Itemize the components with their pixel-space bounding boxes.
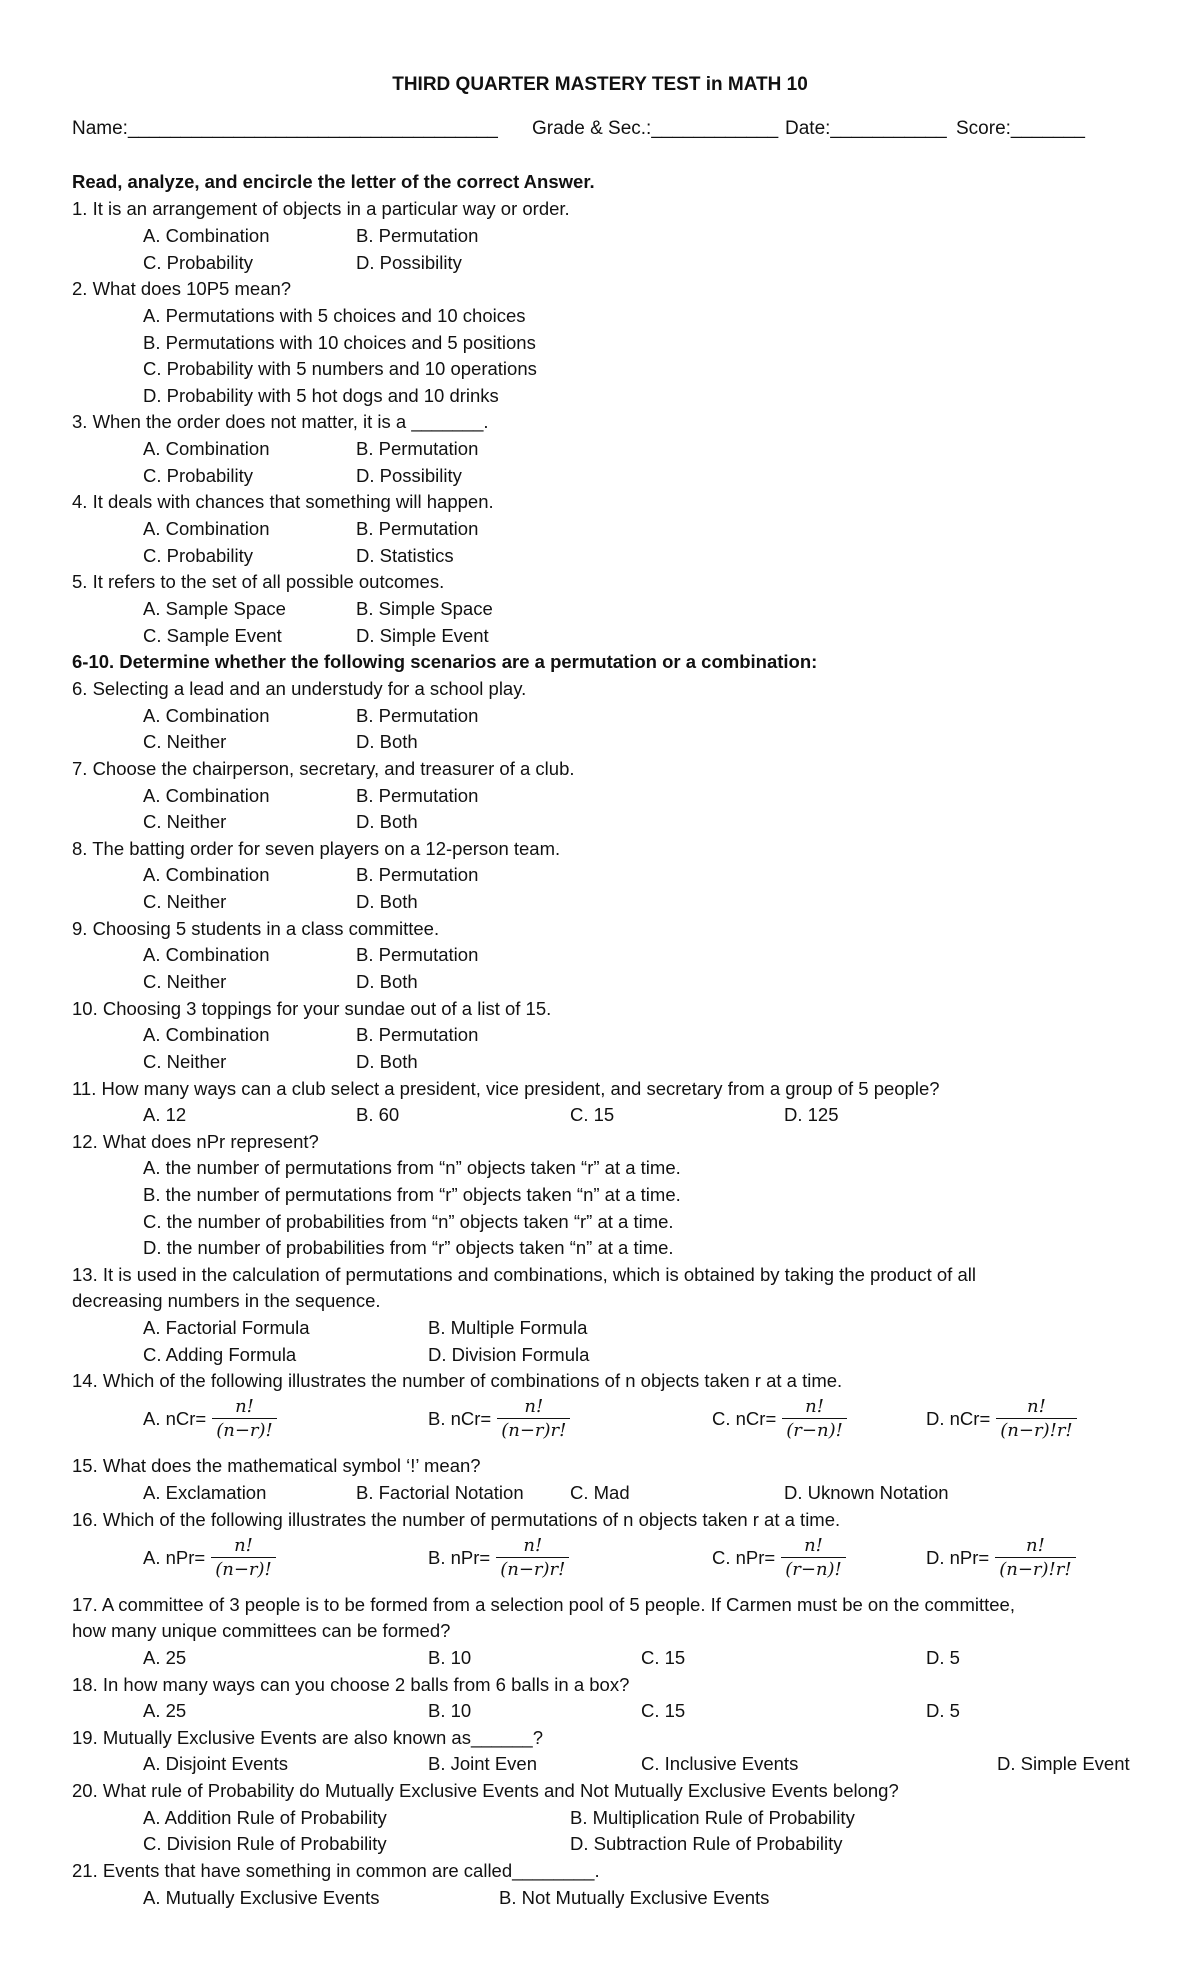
numerator: n! — [234, 1535, 253, 1556]
option-c[interactable]: C. Inclusive Events — [641, 1753, 799, 1774]
option-a[interactable]: A. Exclamation — [143, 1482, 267, 1503]
option-d[interactable]: D. Probability with 5 hot dogs and 10 drinks — [143, 385, 499, 406]
question-20: 20. What rule of Probability do Mutually Exclusive Events and Not Mutually Exclusive Events belong? — [72, 1780, 899, 1801]
numerator: n! — [1026, 1535, 1045, 1556]
option-a[interactable]: A. Combination — [143, 944, 270, 965]
option-b[interactable] — [428, 1535, 569, 1580]
option-b[interactable]: B. Multiplication Rule of Probability — [570, 1807, 855, 1828]
question-11: 11. How many ways can a club select a president, vice president, and secretary from a group of 5 people? — [72, 1078, 940, 1099]
question-17-cont: how many unique committees can be formed? — [72, 1620, 451, 1641]
option-d[interactable]: D. 125 — [784, 1104, 839, 1125]
question-6: 6. Selecting a lead and an understudy for a school play. — [72, 678, 527, 699]
fraction — [782, 1396, 847, 1441]
option-c[interactable]: C. Sample Event — [143, 625, 282, 646]
question-21: 21. Events that have something in common are called________. — [72, 1860, 600, 1881]
numerator: n! — [235, 1396, 254, 1417]
option-a[interactable] — [143, 1396, 277, 1441]
denominator: (n−r)!r! — [996, 1418, 1076, 1441]
question-3: 3. When the order does not matter, it is a _______. — [72, 411, 489, 432]
option-a[interactable]: A. 25 — [143, 1700, 187, 1721]
instructions: Read, analyze, and encircle the letter of the correct Answer. — [72, 171, 595, 192]
question-2: 2. What does 10P5 mean? — [72, 278, 292, 299]
score-field: Score:_______ — [956, 118, 1085, 139]
section-heading: 6-10. Determine whether the following scenarios are a permutation or a combination: — [72, 651, 818, 672]
option-d[interactable]: D. Uknown Notation — [784, 1482, 949, 1503]
option-d[interactable]: D. Possibility — [356, 252, 462, 273]
option-b[interactable]: B. 10 — [428, 1647, 472, 1668]
option-b[interactable]: B. Permutation — [356, 438, 479, 459]
option-d[interactable]: D. Both — [356, 731, 418, 752]
denominator: (r−n)! — [781, 1557, 846, 1580]
option-d[interactable]: D. Division Formula — [428, 1344, 590, 1365]
option-d[interactable]: D. Both — [356, 1051, 418, 1072]
option-c[interactable]: C. Neither — [143, 1051, 227, 1072]
option-c[interactable]: C. 15 — [570, 1104, 615, 1125]
option-a[interactable]: A. Permutations with 5 choices and 10 choices — [143, 305, 526, 326]
option-c[interactable] — [712, 1535, 846, 1580]
question-18: 18. In how many ways can you choose 2 balls from 6 balls in a box? — [72, 1674, 630, 1695]
denominator: (n−r)! — [212, 1418, 277, 1441]
question-7: 7. Choose the chairperson, secretary, and treasurer of a club. — [72, 758, 575, 779]
option-d[interactable]: D. Both — [356, 891, 418, 912]
question-15: 15. What does the mathematical symbol ‘!’ mean? — [72, 1455, 481, 1476]
denominator: (n−r)r! — [496, 1557, 569, 1580]
option-c[interactable]: C. Probability — [143, 545, 254, 566]
question-16: 16. Which of the following illustrates the number of permutations of n objects taken r at a time. — [72, 1509, 841, 1530]
option-b[interactable]: B. Permutation — [356, 518, 479, 539]
question-10: 10. Choosing 3 toppings for your sundae out of a list of 15. — [72, 998, 552, 1019]
option-b[interactable]: B. 60 — [356, 1104, 400, 1125]
option-b[interactable]: B. Joint Even — [428, 1753, 538, 1774]
option-a[interactable]: A. Combination — [143, 705, 270, 726]
name-field: Name:___________________________________ — [72, 118, 498, 139]
question-12: 12. What does nPr represent? — [72, 1131, 319, 1152]
question-4: 4. It deals with chances that something will happen. — [72, 491, 494, 512]
option-c[interactable]: C. Probability — [143, 252, 254, 273]
option-c[interactable]: C. 15 — [641, 1647, 686, 1668]
option-d[interactable]: D. Both — [356, 971, 418, 992]
option-b[interactable]: B. Multiple Formula — [428, 1317, 588, 1338]
option-d[interactable]: D. 5 — [926, 1647, 960, 1668]
option-d[interactable]: D. Simple Event — [356, 625, 489, 646]
grade-section-field: Grade & Sec.:____________ — [532, 118, 779, 139]
numerator: n! — [523, 1535, 543, 1556]
question-19: 19. Mutually Exclusive Events are also known as______? — [72, 1727, 543, 1748]
question-9: 9. Choosing 5 students in a class committee. — [72, 918, 440, 939]
denominator: (n−r)!r! — [995, 1557, 1075, 1580]
option-a[interactable]: A. Combination — [143, 864, 270, 885]
option-d[interactable]: D. the number of probabilities from “r” objects taken “n” at a time. — [143, 1237, 674, 1258]
page-title: THIRD QUARTER MASTERY TEST in MATH 10 — [392, 74, 808, 95]
denominator: (r−n)! — [782, 1418, 847, 1441]
option-b[interactable]: B. Factorial Notation — [356, 1482, 524, 1503]
numerator: n! — [1027, 1396, 1046, 1417]
option-d[interactable] — [926, 1396, 1077, 1441]
option-label: B. nCr= — [428, 1407, 492, 1429]
option-c[interactable]: C. Neither — [143, 891, 227, 912]
option-a[interactable] — [143, 1535, 276, 1580]
option-d[interactable]: D. Simple Event — [997, 1753, 1130, 1774]
option-c[interactable]: C. Neither — [143, 811, 227, 832]
question-13-cont: decreasing numbers in the sequence. — [72, 1290, 381, 1311]
question-14: 14. Which of the following illustrates the number of combinations of n objects taken r at a time. — [72, 1370, 843, 1391]
option-b[interactable] — [428, 1396, 570, 1441]
option-d[interactable]: D. 5 — [926, 1700, 960, 1721]
option-b[interactable]: B. Permutation — [356, 1024, 479, 1045]
option-a[interactable]: A. Combination — [143, 1024, 270, 1045]
option-d[interactable]: D. Statistics — [356, 545, 454, 566]
option-d[interactable]: D. Possibility — [356, 465, 462, 486]
option-a[interactable]: A. Sample Space — [143, 598, 286, 619]
fraction — [996, 1396, 1076, 1441]
option-label: A. nCr= — [143, 1407, 207, 1429]
option-a[interactable]: A. 12 — [143, 1104, 187, 1125]
option-c[interactable]: C. Adding Formula — [143, 1344, 297, 1365]
option-c[interactable]: C. the number of probabilities from “n” objects taken “r” at a time. — [143, 1211, 674, 1232]
option-c[interactable]: C. Neither — [143, 971, 227, 992]
option-a[interactable]: A. Mutually Exclusive Events — [143, 1887, 380, 1908]
option-b[interactable]: B. Permutations with 10 choices and 5 positions — [143, 332, 536, 353]
option-a[interactable]: A. Addition Rule of Probability — [143, 1807, 387, 1828]
option-b[interactable]: B. 10 — [428, 1700, 472, 1721]
question-1: 1. It is an arrangement of objects in a particular way or order. — [72, 198, 570, 219]
numerator: n! — [804, 1535, 823, 1556]
fraction — [497, 1396, 570, 1441]
question-13: 13. It is used in the calculation of permutations and combinations, which is obtained by taking the product of all — [72, 1264, 976, 1285]
fraction — [496, 1535, 569, 1580]
option-b[interactable]: B. Not Mutually Exclusive Events — [499, 1887, 770, 1908]
option-c[interactable]: C. Division Rule of Probability — [143, 1833, 387, 1854]
denominator: (n−r)r! — [497, 1418, 570, 1441]
option-label: D. nPr= — [926, 1546, 990, 1568]
fraction — [211, 1535, 276, 1580]
option-c[interactable]: C. Mad — [570, 1482, 630, 1503]
option-a[interactable]: A. the number of permutations from “n” objects taken “r” at a time. — [143, 1157, 681, 1178]
option-b[interactable]: B. Permutation — [356, 864, 479, 885]
option-b[interactable]: B. Permutation — [356, 785, 479, 806]
option-d[interactable]: D. Subtraction Rule of Probability — [570, 1833, 843, 1854]
option-c[interactable]: C. Probability — [143, 465, 254, 486]
option-c[interactable]: C. Probability with 5 numbers and 10 operations — [143, 358, 537, 379]
option-label: A. nPr= — [143, 1546, 206, 1568]
question-5: 5. It refers to the set of all possible outcomes. — [72, 571, 445, 592]
fraction — [781, 1535, 846, 1580]
option-d[interactable]: D. Both — [356, 811, 418, 832]
option-a[interactable]: A. Combination — [143, 518, 270, 539]
option-b[interactable]: B. Permutation — [356, 225, 479, 246]
option-d[interactable] — [926, 1535, 1076, 1580]
option-a[interactable]: A. Combination — [143, 225, 270, 246]
option-a[interactable]: A. Factorial Formula — [143, 1317, 310, 1338]
option-b[interactable]: B. Permutation — [356, 944, 479, 965]
option-a[interactable]: A. Combination — [143, 438, 270, 459]
option-label: C. nPr= — [712, 1546, 776, 1568]
option-label: D. nCr= — [926, 1407, 991, 1429]
option-b[interactable]: B. Permutation — [356, 705, 479, 726]
fraction — [995, 1535, 1075, 1580]
option-c[interactable]: C. Neither — [143, 731, 227, 752]
fraction — [212, 1396, 277, 1441]
date-field: Date:___________ — [785, 118, 947, 139]
option-a[interactable]: A. 25 — [143, 1647, 187, 1668]
denominator: (n−r)! — [211, 1557, 276, 1580]
numerator: n! — [805, 1396, 824, 1417]
option-c[interactable] — [712, 1396, 847, 1441]
numerator: n! — [524, 1396, 544, 1417]
option-a[interactable]: A. Combination — [143, 785, 270, 806]
question-8: 8. The batting order for seven players on a 12-person team. — [72, 838, 561, 859]
option-b[interactable]: B. Simple Space — [356, 598, 493, 619]
option-b[interactable]: B. the number of permutations from “r” objects taken “n” at a time. — [143, 1184, 681, 1205]
question-17: 17. A committee of 3 people is to be formed from a selection pool of 5 people. If Carmen must be on the committee, — [72, 1594, 1015, 1615]
option-label: B. nPr= — [428, 1546, 491, 1568]
option-label: C. nCr= — [712, 1407, 777, 1429]
option-c[interactable]: C. 15 — [641, 1700, 686, 1721]
option-a[interactable]: A. Disjoint Events — [143, 1753, 288, 1774]
